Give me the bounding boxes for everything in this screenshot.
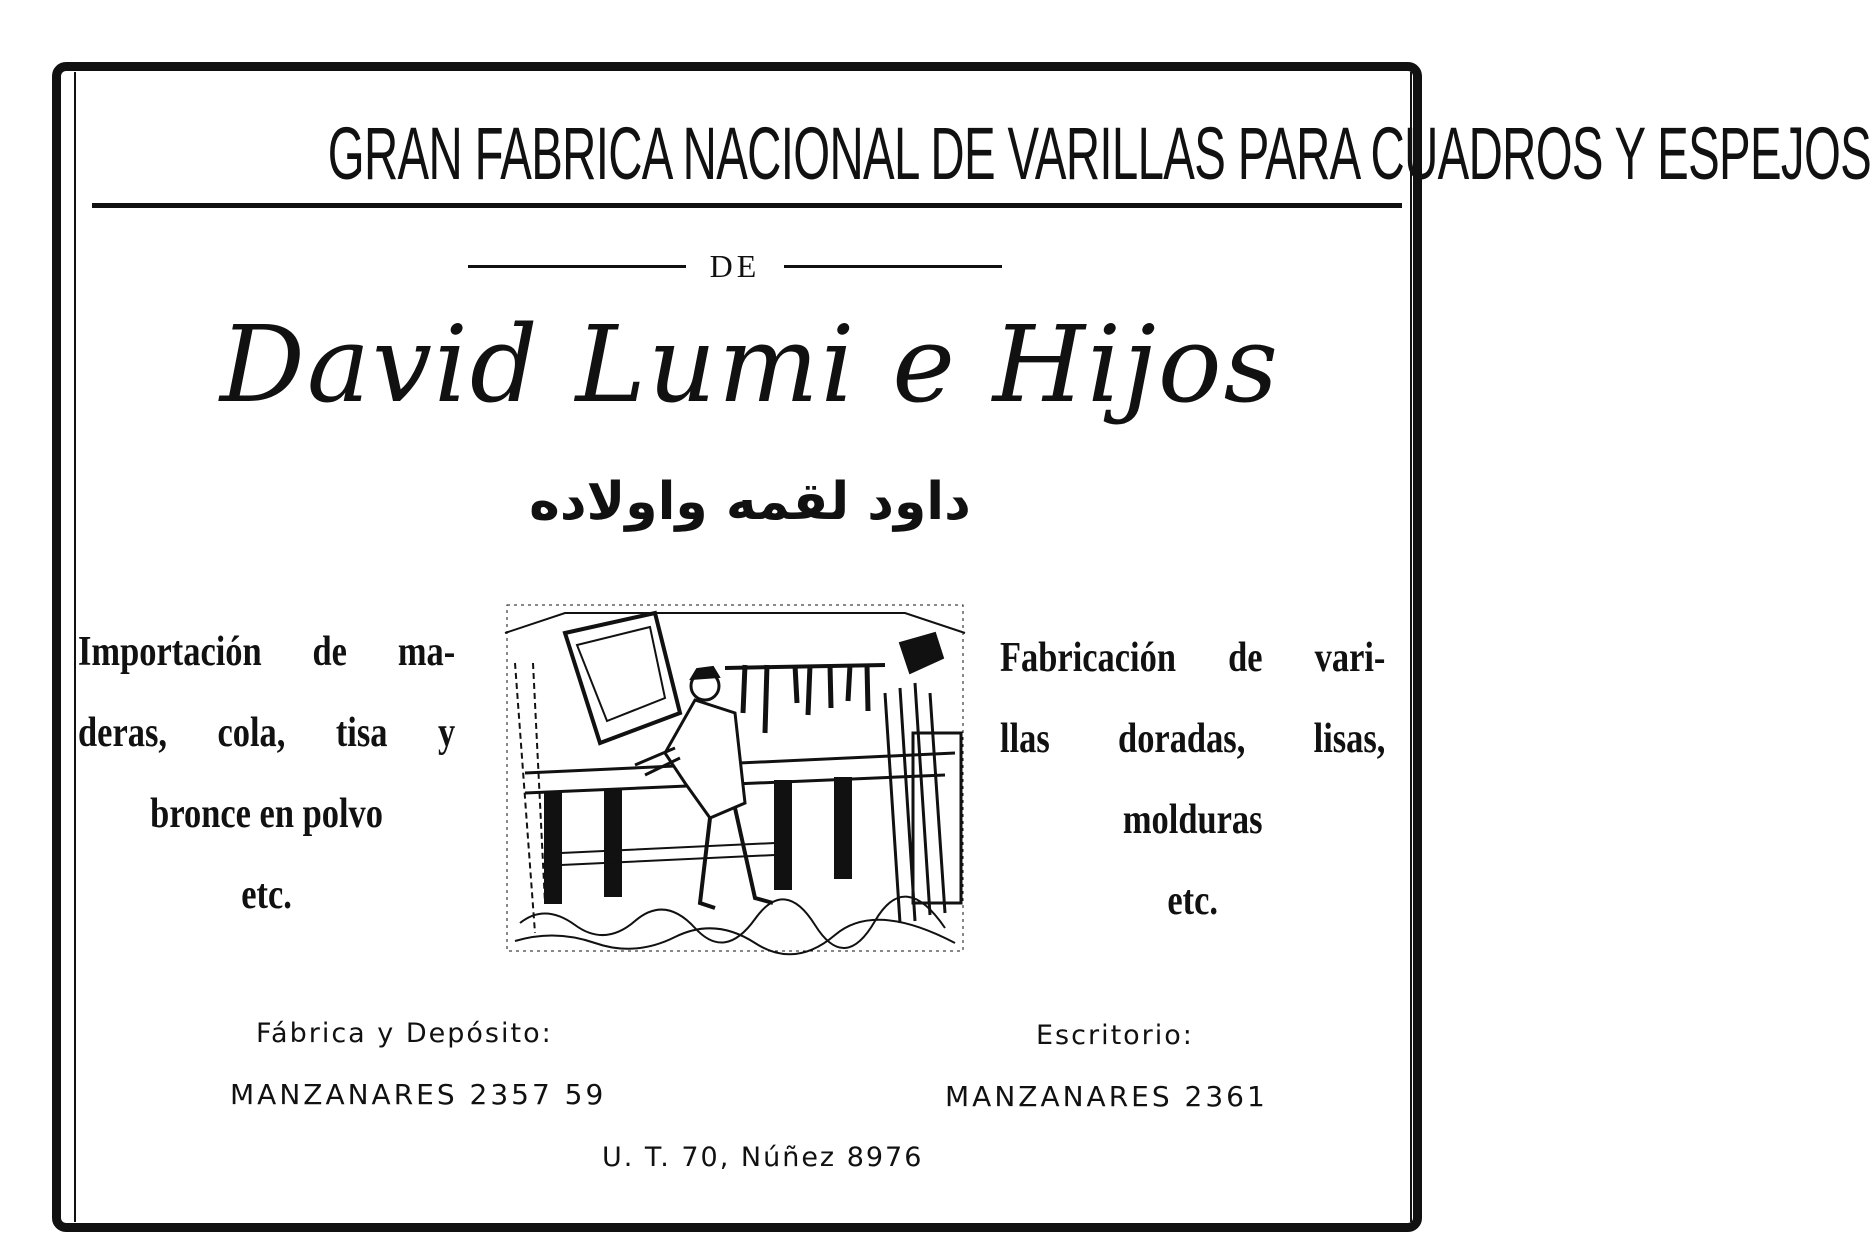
connector-rule-left: [468, 265, 686, 268]
office-address: MANZANARES 2361: [945, 1080, 1268, 1113]
headline: GRAN FABRICA NACIONAL DE VARILLAS PARA CUADROS Y ESPEJOS: [327, 112, 1871, 195]
imports-line: deras, cola, tisa y: [78, 710, 456, 756]
manufacturing-text: [1000, 618, 1385, 942]
phone-number: U. T. 70, Núñez 8976: [602, 1142, 924, 1173]
factory-address: MANZANARES 2357 59: [230, 1078, 607, 1111]
company-name-arabic: داود لقمه واولاده: [529, 472, 971, 532]
imports-text: [78, 612, 455, 936]
manufacturing-line: llas doradas, lisas,: [1000, 716, 1386, 762]
headline-rule: [92, 203, 1402, 208]
imports-line: Importación de ma-: [78, 629, 456, 675]
connector-rule-right: [784, 265, 1002, 268]
connector-text: DE: [709, 247, 761, 284]
imports-line: bronce en polvo: [150, 791, 384, 837]
manufacturing-line: Fabricación de vari-: [1000, 635, 1386, 681]
manufacturing-line: etc.: [1167, 878, 1219, 924]
connector-row: [468, 246, 1002, 286]
manufacturing-line: molduras: [1122, 797, 1263, 843]
office-label: Escritorio:: [1036, 1020, 1194, 1051]
imports-line: etc.: [241, 872, 292, 918]
company-name: David Lumi e Hijos: [219, 303, 1281, 426]
factory-label: Fábrica y Depósito:: [256, 1018, 553, 1049]
workshop-engraving-icon: [505, 603, 965, 953]
